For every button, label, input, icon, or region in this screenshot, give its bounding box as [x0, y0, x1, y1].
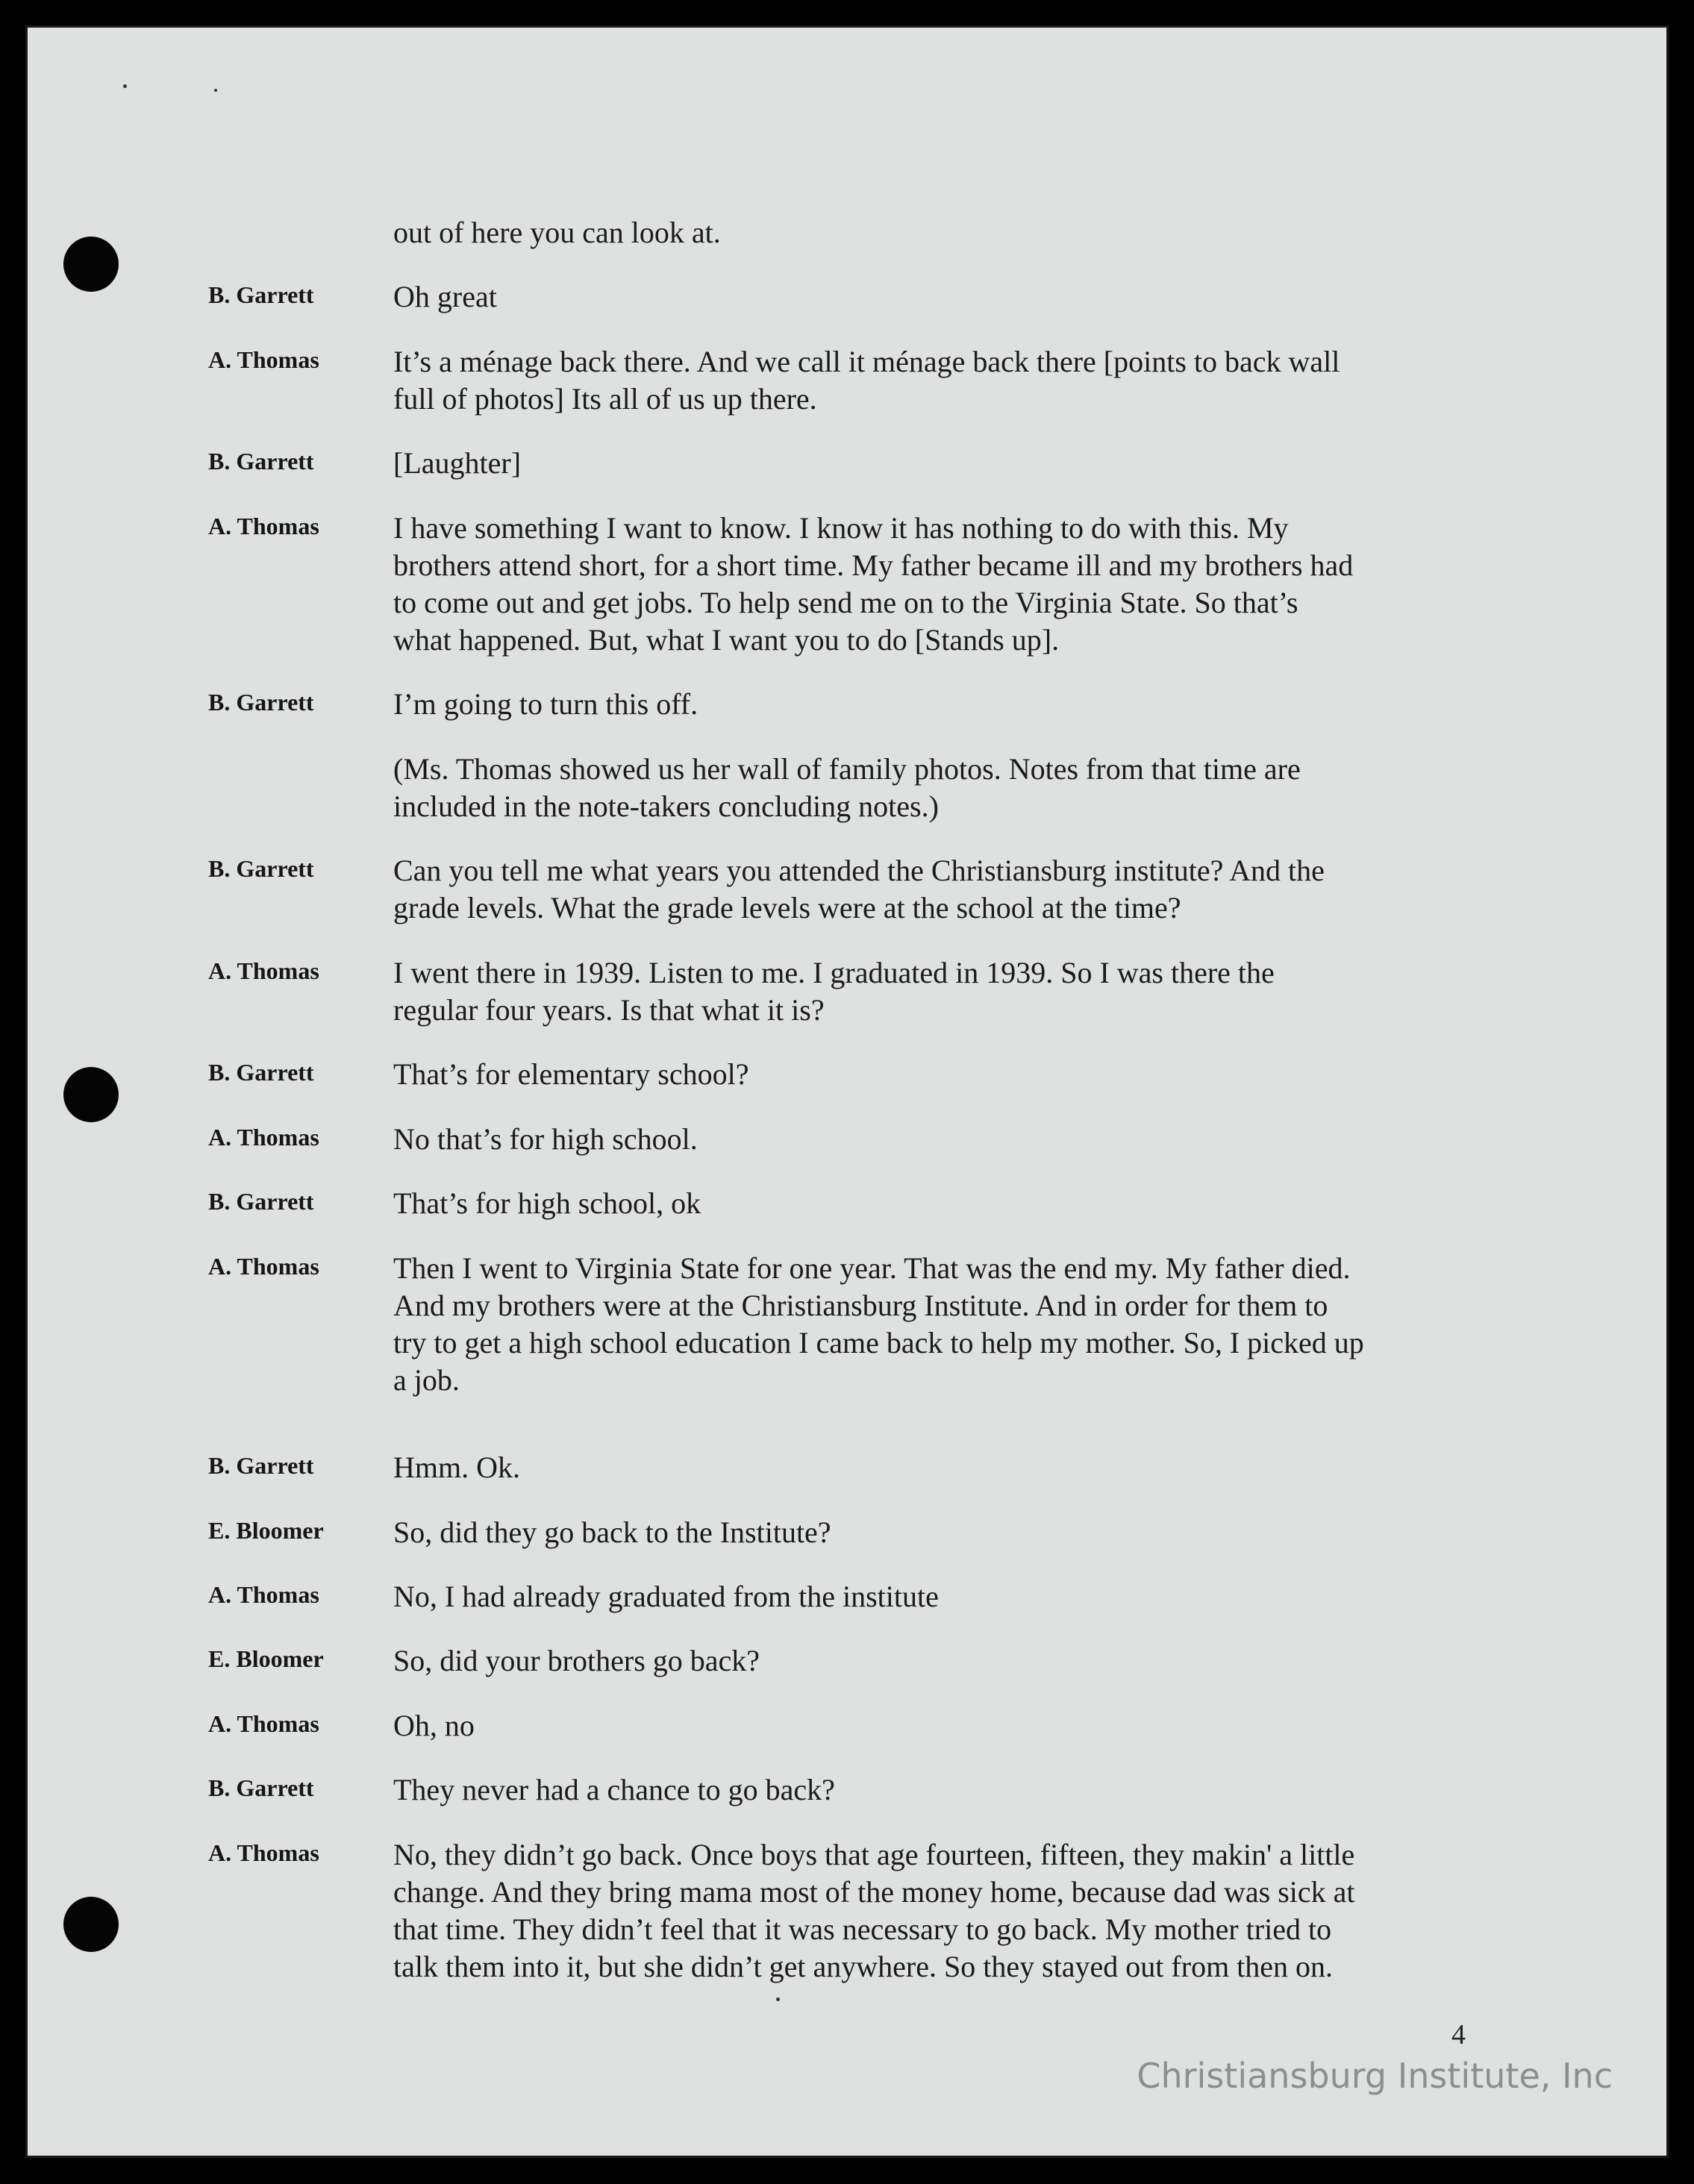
- watermark: Christiansburg Institute, Inc: [1137, 2056, 1613, 2096]
- utterance-text: I’m going to turn this off.: [393, 687, 698, 721]
- speaker-name: E. Bloomer: [208, 1645, 324, 1672]
- speaker-name: B. Garrett: [208, 689, 314, 716]
- utterance-text: (Ms. Thomas showed us her wall of family photos. Notes from that time are included in the note-takers concluding notes.): [393, 752, 1301, 823]
- speaker-name: A. Thomas: [208, 1253, 319, 1280]
- speaker-name: B. Garrett: [208, 855, 314, 882]
- utterance-text: Oh, no: [393, 1709, 475, 1742]
- speck-mark: [123, 84, 127, 88]
- speaker-name: E. Bloomer: [208, 1517, 324, 1544]
- document-page: [25, 25, 1669, 2158]
- utterance-text: So, did your brothers go back?: [393, 1644, 760, 1677]
- speaker-name: A. Thomas: [208, 1710, 319, 1737]
- punch-hole: [63, 1067, 119, 1122]
- utterance-text: Oh great: [393, 280, 497, 313]
- speaker-name: B. Garrett: [208, 281, 314, 308]
- speaker-name: B. Garrett: [208, 1774, 314, 1801]
- utterance-text: No, they didn’t go back. Once boys that age fourteen, fifteen, they makin' a little change. And they bring mama most of the money home, because dad was sick at that time. They didn’t feel that it was necessary to go back. My mother tried to talk them into it, but she didn’t get anywhere. So they stayed out from then on.: [393, 1838, 1355, 1983]
- utterance-text: No, I had already graduated from the institute: [393, 1580, 939, 1613]
- speaker-name: B. Garrett: [208, 1188, 314, 1215]
- speaker-name: B. Garrett: [208, 1059, 314, 1086]
- utterance-text: That’s for elementary school?: [393, 1057, 749, 1091]
- utterance-text: out of here you can look at.: [393, 216, 721, 249]
- speaker-name: A. Thomas: [208, 1581, 319, 1608]
- utterance-text: I went there in 1939. Listen to me. I graduated in 1939. So I was there the regular four years. Is that what it is?: [393, 956, 1275, 1027]
- speaker-name: A. Thomas: [208, 1839, 319, 1866]
- punch-hole: [63, 237, 119, 292]
- speaker-name: B. Garrett: [208, 1452, 314, 1479]
- speaker-name: A. Thomas: [208, 513, 319, 539]
- utterance-text: Can you tell me what years you attended the Christiansburg institute? And the grade levels. What the grade levels were at the school at the time?: [393, 854, 1325, 924]
- utterance-text: No that’s for high school.: [393, 1122, 698, 1156]
- utterance-text: So, did they go back to the Institute?: [393, 1515, 831, 1549]
- punch-hole: [63, 1897, 119, 1952]
- utterance-text: That’s for high school, ok: [393, 1186, 701, 1220]
- speaker-name: A. Thomas: [208, 346, 319, 373]
- speck-mark: [776, 1997, 780, 2001]
- speaker-name: A. Thomas: [208, 1124, 319, 1151]
- utterance-text: It’s a ménage back there. And we call it ménage back there [points to back wall full of photos] Its all of us up there.: [393, 345, 1340, 416]
- speaker-name: B. Garrett: [208, 448, 314, 475]
- utterance-text: Then I went to Virginia State for one year. That was the end my. My father died. And my brothers were at the Christiansburg Institute. And in order for them to try to get a high school education I came back to help my mother. So, I picked up a job.: [393, 1251, 1364, 1397]
- speaker-name: A. Thomas: [208, 957, 319, 984]
- utterance-text: They never had a chance to go back?: [393, 1773, 835, 1806]
- speck-mark: [214, 89, 217, 92]
- utterance-text: [Laughter]: [393, 446, 522, 480]
- page-number: 4: [1451, 2019, 1466, 2050]
- utterance-text: I have something I want to know. I know it has nothing to do with this. My brothers attend short, for a short time. My father became ill and my brothers had to come out and get jobs. To help send me on to the Virginia State. So that’s what happened. But, what I want you to do [Stands up].: [393, 511, 1354, 657]
- utterance-text: Hmm. Ok.: [393, 1451, 520, 1484]
